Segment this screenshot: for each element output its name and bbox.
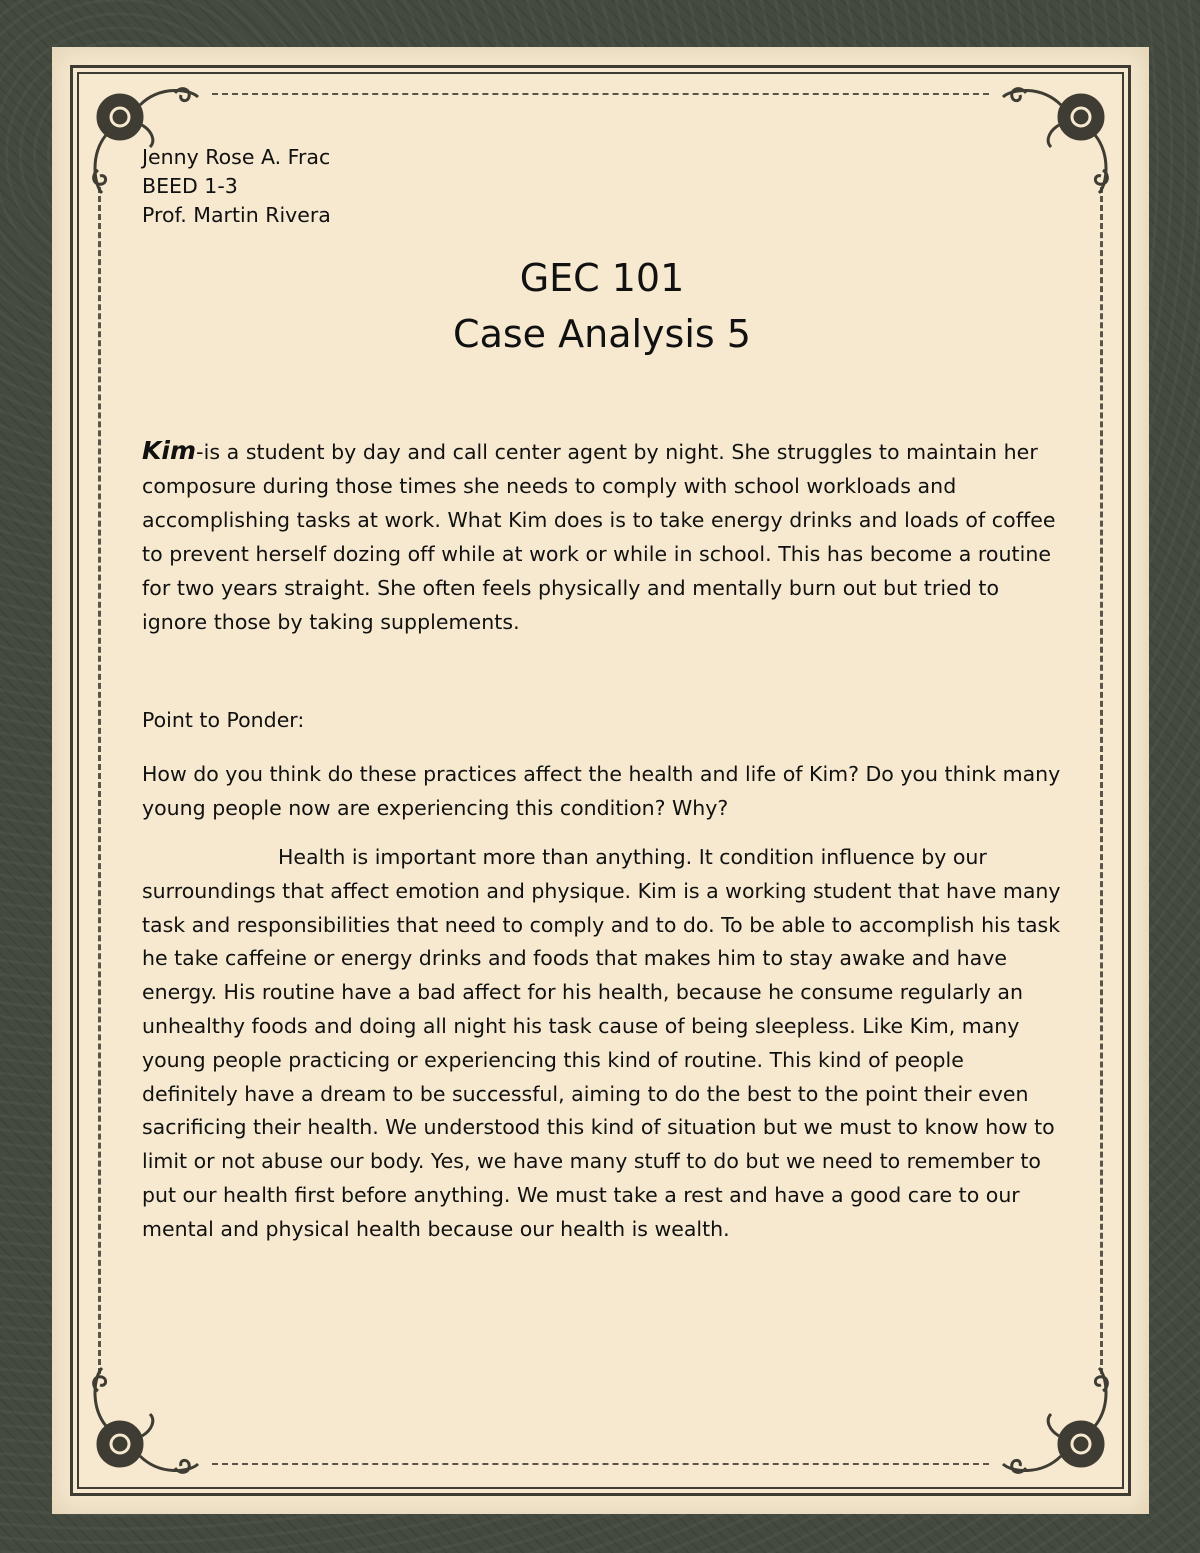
ponder-heading: Point to Ponder: bbox=[142, 708, 305, 732]
border-dashed-right bbox=[1100, 187, 1103, 1374]
border-dashed-bottom bbox=[212, 1463, 989, 1465]
border-dashed-left bbox=[98, 187, 101, 1374]
case-subject: Kim bbox=[142, 436, 197, 465]
course-title: GEC 101 bbox=[519, 256, 685, 300]
activity-title: Case Analysis 5 bbox=[453, 312, 751, 356]
professor-name: Prof. Martin Rivera bbox=[142, 203, 331, 227]
document-content bbox=[142, 143, 1062, 1247]
case-paragraph bbox=[142, 434, 1062, 639]
student-name: Jenny Rose A. Frac bbox=[142, 145, 331, 169]
corner-ornament-icon bbox=[991, 1356, 1121, 1486]
page-title bbox=[142, 250, 1062, 362]
ponder-question: How do you think do these practices affect the health and life of Kim? Do you think many young people now are experiencing this condition? Why? bbox=[142, 762, 1061, 820]
student-section: BEED 1-3 bbox=[142, 174, 238, 198]
corner-ornament-icon bbox=[80, 1356, 210, 1486]
case-text: -is a student by day and call center agent by night. She struggles to maintain her composure during those times she needs to comply with school workloads and accomplishing tasks at work. What Kim does is to take energy drinks and loads of coffee to prevent herself dozing off while at work or while in school. This has become a routine for two years straight. She often feels physically and mentally burn out but tried to ignore those by taking supplements. bbox=[142, 440, 1056, 634]
border-dashed-top bbox=[212, 93, 989, 95]
ponder-answer: Health is important more than anything. It condition influence by our surroundings that affect emotion and physique. Kim is a working student that have many task and responsibilities that need to comply and to do. To be able to accomplish his task he take caffeine or energy drinks and foods that makes him to stay awake and have energy. His routine have a bad affect for his health, because he consume regularly an unhealthy foods and doing all night his task cause of being sleepless. Like Kim, many young people practicing or experiencing this kind of routine. This kind of people definitely have a dream to be successful, aiming to do the best to the point their even sacrificing their health. We understood this kind of situation but we must to know how to limit or not abuse our body. Yes, we have many stuff to do but we need to remember to put our health first before anything. We must take a rest and have a good care to our mental and physical health because our health is wealth. bbox=[142, 845, 1061, 1241]
